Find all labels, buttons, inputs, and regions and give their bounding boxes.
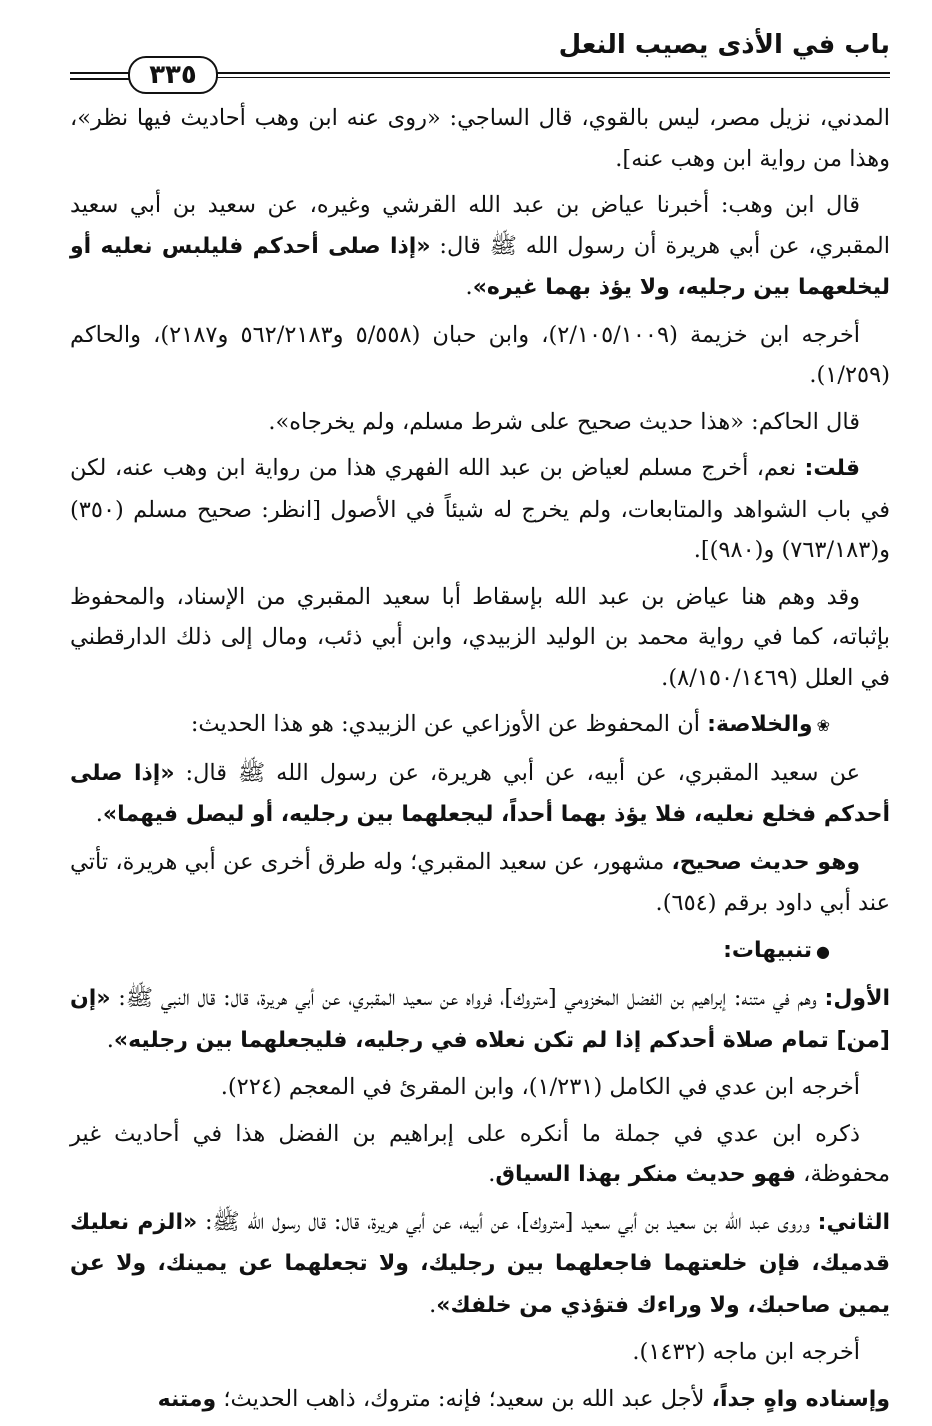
- text-run: أن المحفوظ عن الأوزاعي عن الزبيدي: هو هذا الحديث:: [190, 711, 708, 737]
- paragraph: [70, 842, 890, 924]
- paragraph: [70, 1332, 890, 1373]
- paragraph: [70, 930, 890, 973]
- paragraph: [70, 1067, 890, 1108]
- paragraph: [70, 1114, 890, 1196]
- text-run: لأجل عبد الله بن سعيد؛ فإنه: متروك، ذاهب الحديث؛: [216, 1385, 712, 1412]
- paragraph: [70, 1202, 890, 1327]
- text-run: .: [488, 1161, 496, 1187]
- page-body: [70, 98, 890, 1426]
- bold-text-run: وهو حديث صحيح،: [671, 849, 861, 875]
- text-run: المدني، نزيل مصر، ليس بالقوي، قال الساجي: «روى عنه ابن وهب أحاديث فيها نظر»، وهذا من رواية ابن وهب عنه].: [70, 105, 890, 172]
- paragraph: [70, 315, 890, 396]
- paragraph: [70, 978, 890, 1061]
- text-run: قال ابن وهب: أخبرنا عياض بن عبد الله القرشي وغيره، عن سعيد بن أبي سعيد المقبري، عن أبي هريرة أن رسول الله ﷺ قال:: [70, 192, 890, 259]
- bold-text-run: ومتنه: [157, 1386, 217, 1412]
- header-rule: [130, 72, 890, 78]
- paragraph: [70, 402, 890, 443]
- paragraph: [70, 448, 890, 571]
- bold-text-run: الثاني:: [817, 1209, 890, 1235]
- text-run: مشهور، عن سعيد المقبري؛ وله طرق أخرى عن أبي هريرة، تأتي عند أبي داود برقم (٦٥٤).: [70, 848, 890, 916]
- page-number: ٣٣٥: [128, 56, 218, 94]
- text-run: أخرجه ابن ماجه (١٤٣٢).: [632, 1339, 860, 1365]
- paragraph: [70, 753, 890, 836]
- text-run: عن سعيد المقبري، عن أبيه، عن أبي هريرة، عن رسول الله ﷺ قال:: [174, 759, 860, 786]
- bold-text-run: «إذا صلى أحدكم فليلبس نعليه أو ليخلعهما بين رجليه، ولا يؤذ بهما غيره»: [70, 233, 890, 300]
- text-run: .: [95, 801, 103, 827]
- paragraph: [70, 185, 890, 309]
- book-page: [70, 28, 890, 1412]
- ornament-line: [70, 72, 132, 80]
- page-header: [70, 28, 890, 92]
- bold-text-run: والخلاصة:: [707, 712, 813, 737]
- page-number-ornament: [70, 56, 220, 92]
- paragraph: [70, 577, 890, 699]
- paragraph: [70, 98, 890, 179]
- text-run: أخرجه ابن خزيمة (٢/١٠٥/١٠٠٩)، وابن حبان (٥/٥٥٨ و٥٦٢/٢١٨٣ و٢١٨٧)، والحاكم (١/٢٥٩).: [70, 321, 890, 388]
- text-run: وهم في متنه: إبراهيم بن الفضل المخزومي [متروك]، فرواه عن سعيد المقبري، عن أبي هريرة، قال: قال النبي ﷺ:: [110, 985, 825, 1011]
- text-run: نعم، أخرج مسلم لعياض بن عبد الله الفهري هذا من رواية ابن وهب عنه، لكن في باب الشواهد والمتابعات، ولم يخرج له شيئاً في الأصول [انظر: صحيح مسلم (٣٥٠) و(٧٦٣/١٨٣) و(٩٨٠)].: [70, 455, 890, 563]
- paragraph-marker-icon: ❀: [816, 716, 830, 735]
- bold-text-run: «إذا صلى أحدكم فخلع نعليه، فلا يؤذ بهما أحداً، ليجعلهما بين رجليه، أو ليصل فيهما»: [70, 760, 890, 827]
- bold-text-run: فهو حديث منكر بهذا السياق: [495, 1162, 797, 1187]
- chapter-title: باب في الأذى يصيب النعل: [558, 30, 890, 60]
- bold-text-run: وإسناده واهٍ جداً،: [711, 1386, 890, 1412]
- bold-text-run: «الزم نعليك قدميك، فإن خلعتهما فاجعلهما بين رجليك، ولا تجعلهما عن يمينك، ولا عن يمين صاحبك، ولا وراءك فتؤذي من خلفك»: [70, 1209, 890, 1318]
- bold-text-run: «إن [من] تمام صلاة أحدكم إذا لم تكن نعلاه في رجليه، فليجعلهما بين رجليه»: [70, 986, 890, 1053]
- bold-text-run: تنبيهات:: [723, 937, 813, 963]
- text-run: قال الحاكم: «هذا حديث صحيح على شرط مسلم، ولم يخرجاه».: [268, 408, 860, 435]
- text-run: وقد وهم هنا عياض بن عبد الله بإسقاط أبا سعيد المقبري من الإسناد، والمحفوظ بإثباته، كما في رواية محمد بن الوليد الزبيدي، وابن أبي ذئب، ومال إلى ذلك الدارقطني في العلل (٨/١٥٠/١٤٦٩).: [70, 583, 890, 691]
- text-run: .: [106, 1026, 114, 1053]
- bold-text-run: قلت:: [804, 456, 860, 481]
- paragraph-marker-icon: ●: [816, 941, 830, 961]
- text-run: أخرجه ابن عدي في الكامل (١/٢٣١)، وابن المقرئ في المعجم (٢٢٤).: [220, 1074, 860, 1100]
- text-run: .: [465, 274, 473, 300]
- text-run: .: [429, 1291, 437, 1318]
- text-run: وروى عبد الله بن سعيد بن أبي سعيد [متروك]، عن أبيه، عن أبي هريرة، قال: قال رسول الله ﷺ:: [197, 1208, 818, 1235]
- paragraph: [70, 704, 890, 747]
- paragraph: [70, 1379, 890, 1421]
- bold-text-run: الأول:: [824, 986, 890, 1011]
- text-run: ذكره ابن عدي في جملة ما أنكره على إبراهيم بن الفضل هذا في أحاديث غير محفوظة،: [70, 1120, 890, 1187]
